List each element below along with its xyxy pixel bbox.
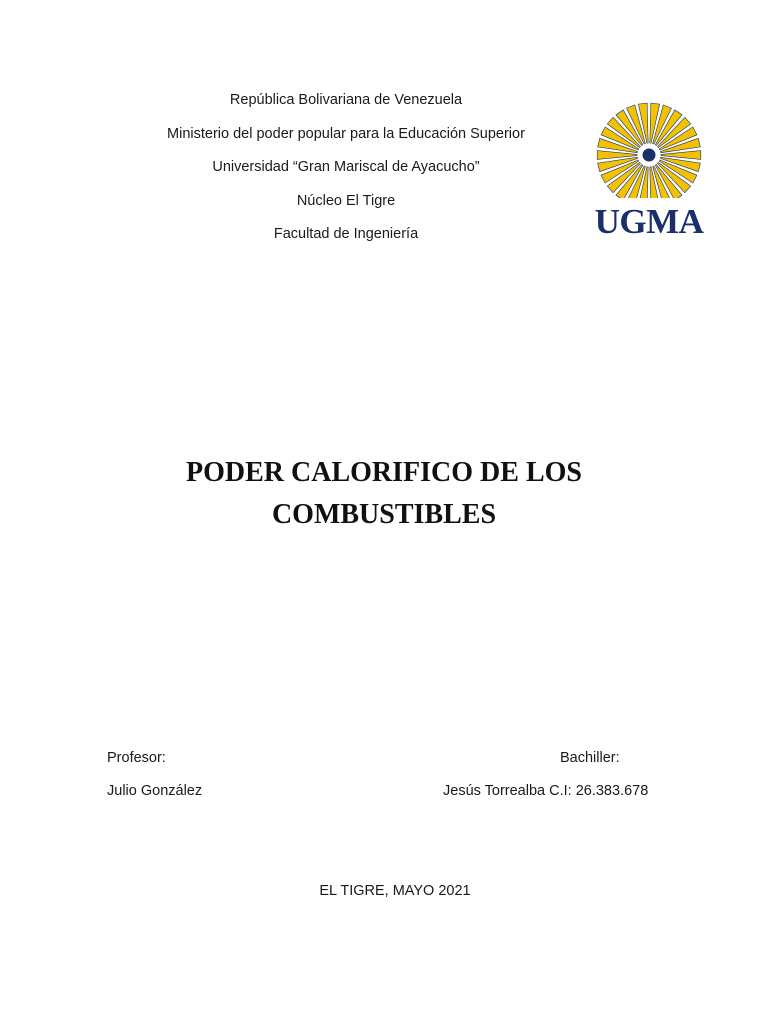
header-campus: Núcleo El Tigre bbox=[296, 192, 396, 209]
header-faculty: Facultad de Ingeniería bbox=[273, 226, 419, 242]
title-line-2: COMBUSTIBLES bbox=[271, 499, 497, 530]
logo-text: UGMA bbox=[594, 202, 704, 241]
title-line-1: PODER CALORIFICO DE LOS bbox=[186, 457, 582, 488]
header-university: Universidad “Gran Mariscal de Ayacucho” bbox=[212, 159, 480, 175]
ugma-logo bbox=[594, 90, 704, 240]
student-name: Jesús Torrealba C.I: 26.383.678 bbox=[443, 783, 649, 799]
professor-name: Julio González bbox=[107, 783, 203, 799]
institution-header bbox=[146, 90, 546, 258]
student-label: Bachiller: bbox=[560, 750, 620, 766]
place-date: EL TIGRE, MAYO 2021 bbox=[319, 883, 471, 899]
header-ministry: Ministerio del poder popular para la Educación Superior bbox=[167, 125, 525, 142]
document-title bbox=[100, 452, 668, 536]
header-country: República Bolivariana de Venezuela bbox=[229, 92, 463, 108]
professor-label: Profesor: bbox=[107, 750, 166, 766]
sunburst-logo-icon bbox=[594, 90, 704, 200]
